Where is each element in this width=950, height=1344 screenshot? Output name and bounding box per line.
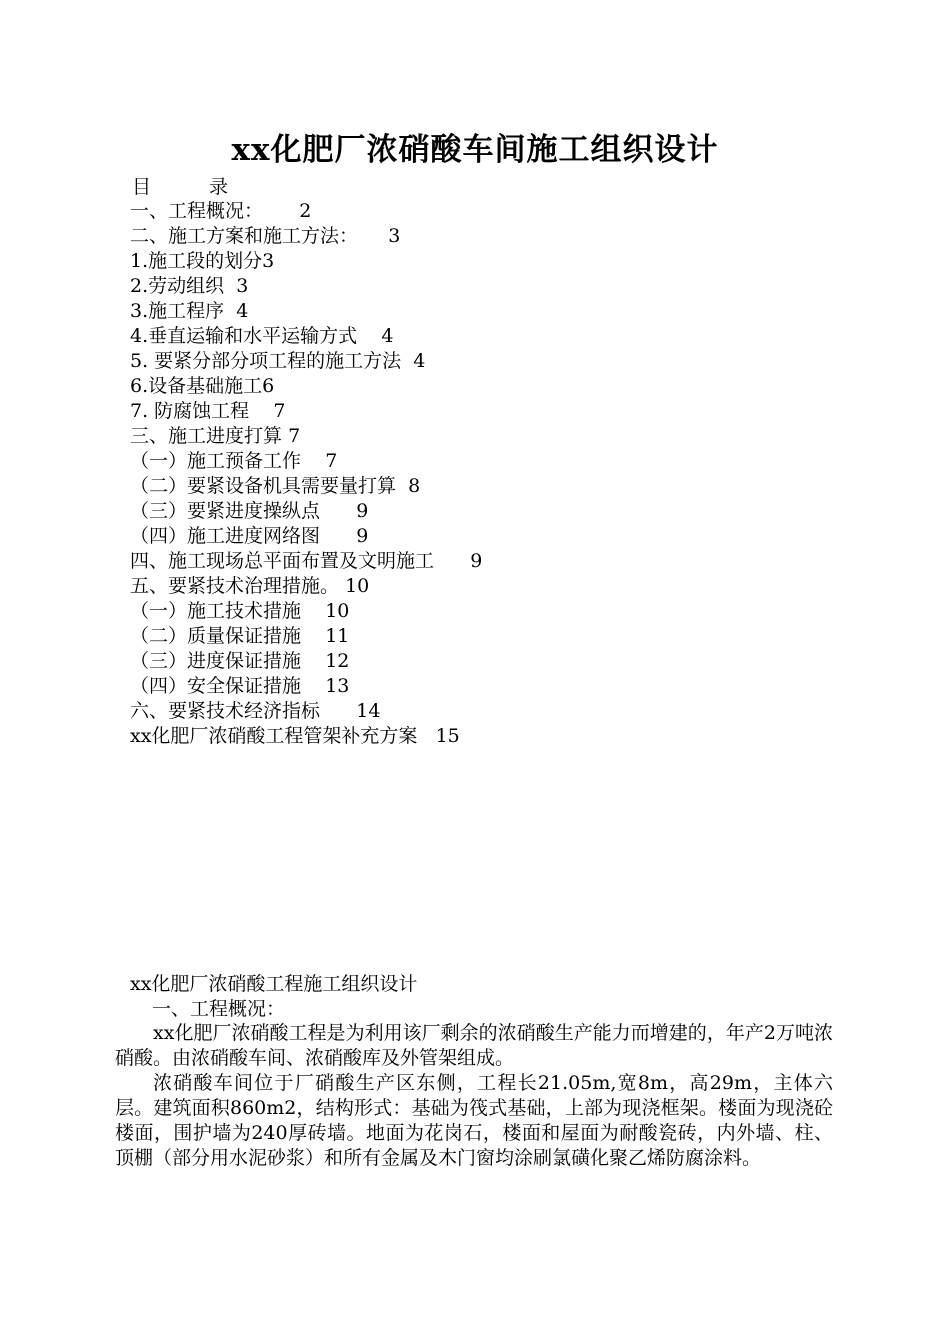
toc-entry[interactable]: [130, 499, 482, 524]
toc-entry[interactable]: [130, 224, 482, 249]
toc-entry-page: 2: [299, 200, 312, 222]
toc-entry[interactable]: [130, 574, 482, 599]
toc-entry[interactable]: [130, 199, 482, 224]
toc-entry[interactable]: [130, 599, 482, 624]
toc-entry-label: 5. 要紧分部分项工程的施工方法: [130, 350, 402, 372]
toc-entry-page: 11: [325, 625, 350, 647]
toc-entry[interactable]: [130, 424, 482, 449]
toc-entry-page: 7: [273, 400, 286, 422]
toc-entry[interactable]: [130, 474, 482, 499]
toc-entry-page: 4: [413, 350, 426, 372]
toc-heading-right: 录: [209, 176, 229, 198]
toc-entry[interactable]: [130, 649, 482, 674]
toc-entry-label: 2.劳动组织: [130, 275, 225, 297]
toc-entry-page: 13: [325, 675, 350, 697]
toc-entry-label: （二）质量保证措施: [130, 625, 302, 647]
toc-entry-page: 3: [236, 275, 249, 297]
toc-entry-page: 10: [345, 575, 370, 597]
toc-entry-label: （四）施工进度网络图: [130, 525, 321, 547]
toc-entry-label: 五、要紧技术治理措施。: [130, 575, 340, 597]
toc-entry-page: 4: [381, 325, 394, 347]
toc-entry-label: （三）要紧进度操纵点: [130, 500, 321, 522]
toc-entry[interactable]: [130, 274, 482, 299]
toc-entry-label: 二、施工方案和施工方法：: [130, 225, 359, 247]
toc-entry-page: 10: [325, 600, 350, 622]
toc-entry[interactable]: [130, 324, 482, 349]
toc-entry-page: 6: [262, 375, 275, 397]
toc-entry-page: 3: [262, 250, 275, 272]
section-heading: 一、工程概况：: [152, 998, 286, 1020]
toc-entry-label: 7. 防腐蚀工程: [130, 400, 250, 422]
toc-entry[interactable]: [130, 724, 482, 749]
toc-entry-page: 15: [435, 725, 460, 747]
document-title: xx化肥厂浓硝酸车间施工组织设计: [231, 132, 719, 168]
toc-entry[interactable]: [130, 699, 482, 724]
toc-entry[interactable]: [130, 374, 482, 399]
toc-entry[interactable]: [130, 624, 482, 649]
toc-entry[interactable]: [130, 524, 482, 549]
toc-entry-label: 四、施工现场总平面布置及文明施工: [130, 550, 435, 572]
toc-entry[interactable]: [130, 449, 482, 474]
toc-entry[interactable]: [130, 399, 482, 424]
toc-entry-page: 14: [356, 700, 381, 722]
toc-entry-page: 3: [388, 225, 401, 247]
toc-entry-page: 8: [408, 475, 421, 497]
paragraph: xx化肥厂浓硝酸工程是为利用该厂剩余的浓硝酸生产能力而增建的，年产2万吨浓硝酸。由浓硝酸车间、浓硝酸库及外管架组成。: [115, 1022, 833, 1069]
toc-entry[interactable]: [130, 674, 482, 699]
toc-entry-label: 6.设备基础施工: [130, 375, 263, 397]
toc-entry-label: （四）安全保证措施: [130, 675, 302, 697]
toc-entry-label: xx化肥厂浓硝酸工程管架补充方案: [130, 725, 418, 747]
toc-heading: [132, 174, 228, 200]
toc-entry-label: （一）施工技术措施: [130, 600, 302, 622]
toc-entry-label: （一）施工预备工作: [130, 450, 302, 472]
toc-entry-page: 4: [236, 300, 249, 322]
table-of-contents: [130, 199, 482, 749]
toc-entry[interactable]: [130, 349, 482, 374]
toc-entry-page: 9: [356, 500, 369, 522]
toc-entry-label: 3.施工程序: [130, 300, 225, 322]
toc-entry-label: 一、工程概况：: [130, 200, 264, 222]
toc-entry-page: 9: [356, 525, 369, 547]
toc-entry[interactable]: [130, 299, 482, 324]
toc-entry-label: 4.垂直运输和水平运输方式: [130, 325, 358, 347]
paragraph: 浓硝酸车间位于厂硝酸生产区东侧，工程长21.05m,宽8m，高29m，主体六层。建筑面积860m2，结构形式：基础为筏式基础，上部为现浇框架。楼面为现浇砼楼面，围护墙为240厚砖墙。地面为花岗石，楼面和屋面为耐酸瓷砖，内外墙、柱、顶棚（部分用水泥砂浆）和所有金属及木门窗均涂刷氯磺化聚乙烯防腐涂料。: [115, 1072, 833, 1169]
toc-entry-label: 六、要紧技术经济指标: [130, 700, 321, 722]
toc-entry-page: 7: [288, 425, 301, 447]
toc-entry-page: 9: [470, 550, 483, 572]
toc-entry-label: 三、施工进度打算: [130, 425, 283, 447]
toc-entry-page: 12: [325, 650, 350, 672]
toc-entry-label: （二）要紧设备机具需要量打算: [130, 475, 397, 497]
toc-entry[interactable]: [130, 249, 482, 274]
toc-entry[interactable]: [130, 549, 482, 574]
toc-entry-label: 1.施工段的划分: [130, 250, 263, 272]
body-title: xx化肥厂浓硝酸工程施工组织设计: [130, 973, 418, 995]
toc-entry-label: （三）进度保证措施: [130, 650, 302, 672]
toc-heading-left: 目: [132, 176, 152, 198]
toc-entry-page: 7: [325, 450, 338, 472]
